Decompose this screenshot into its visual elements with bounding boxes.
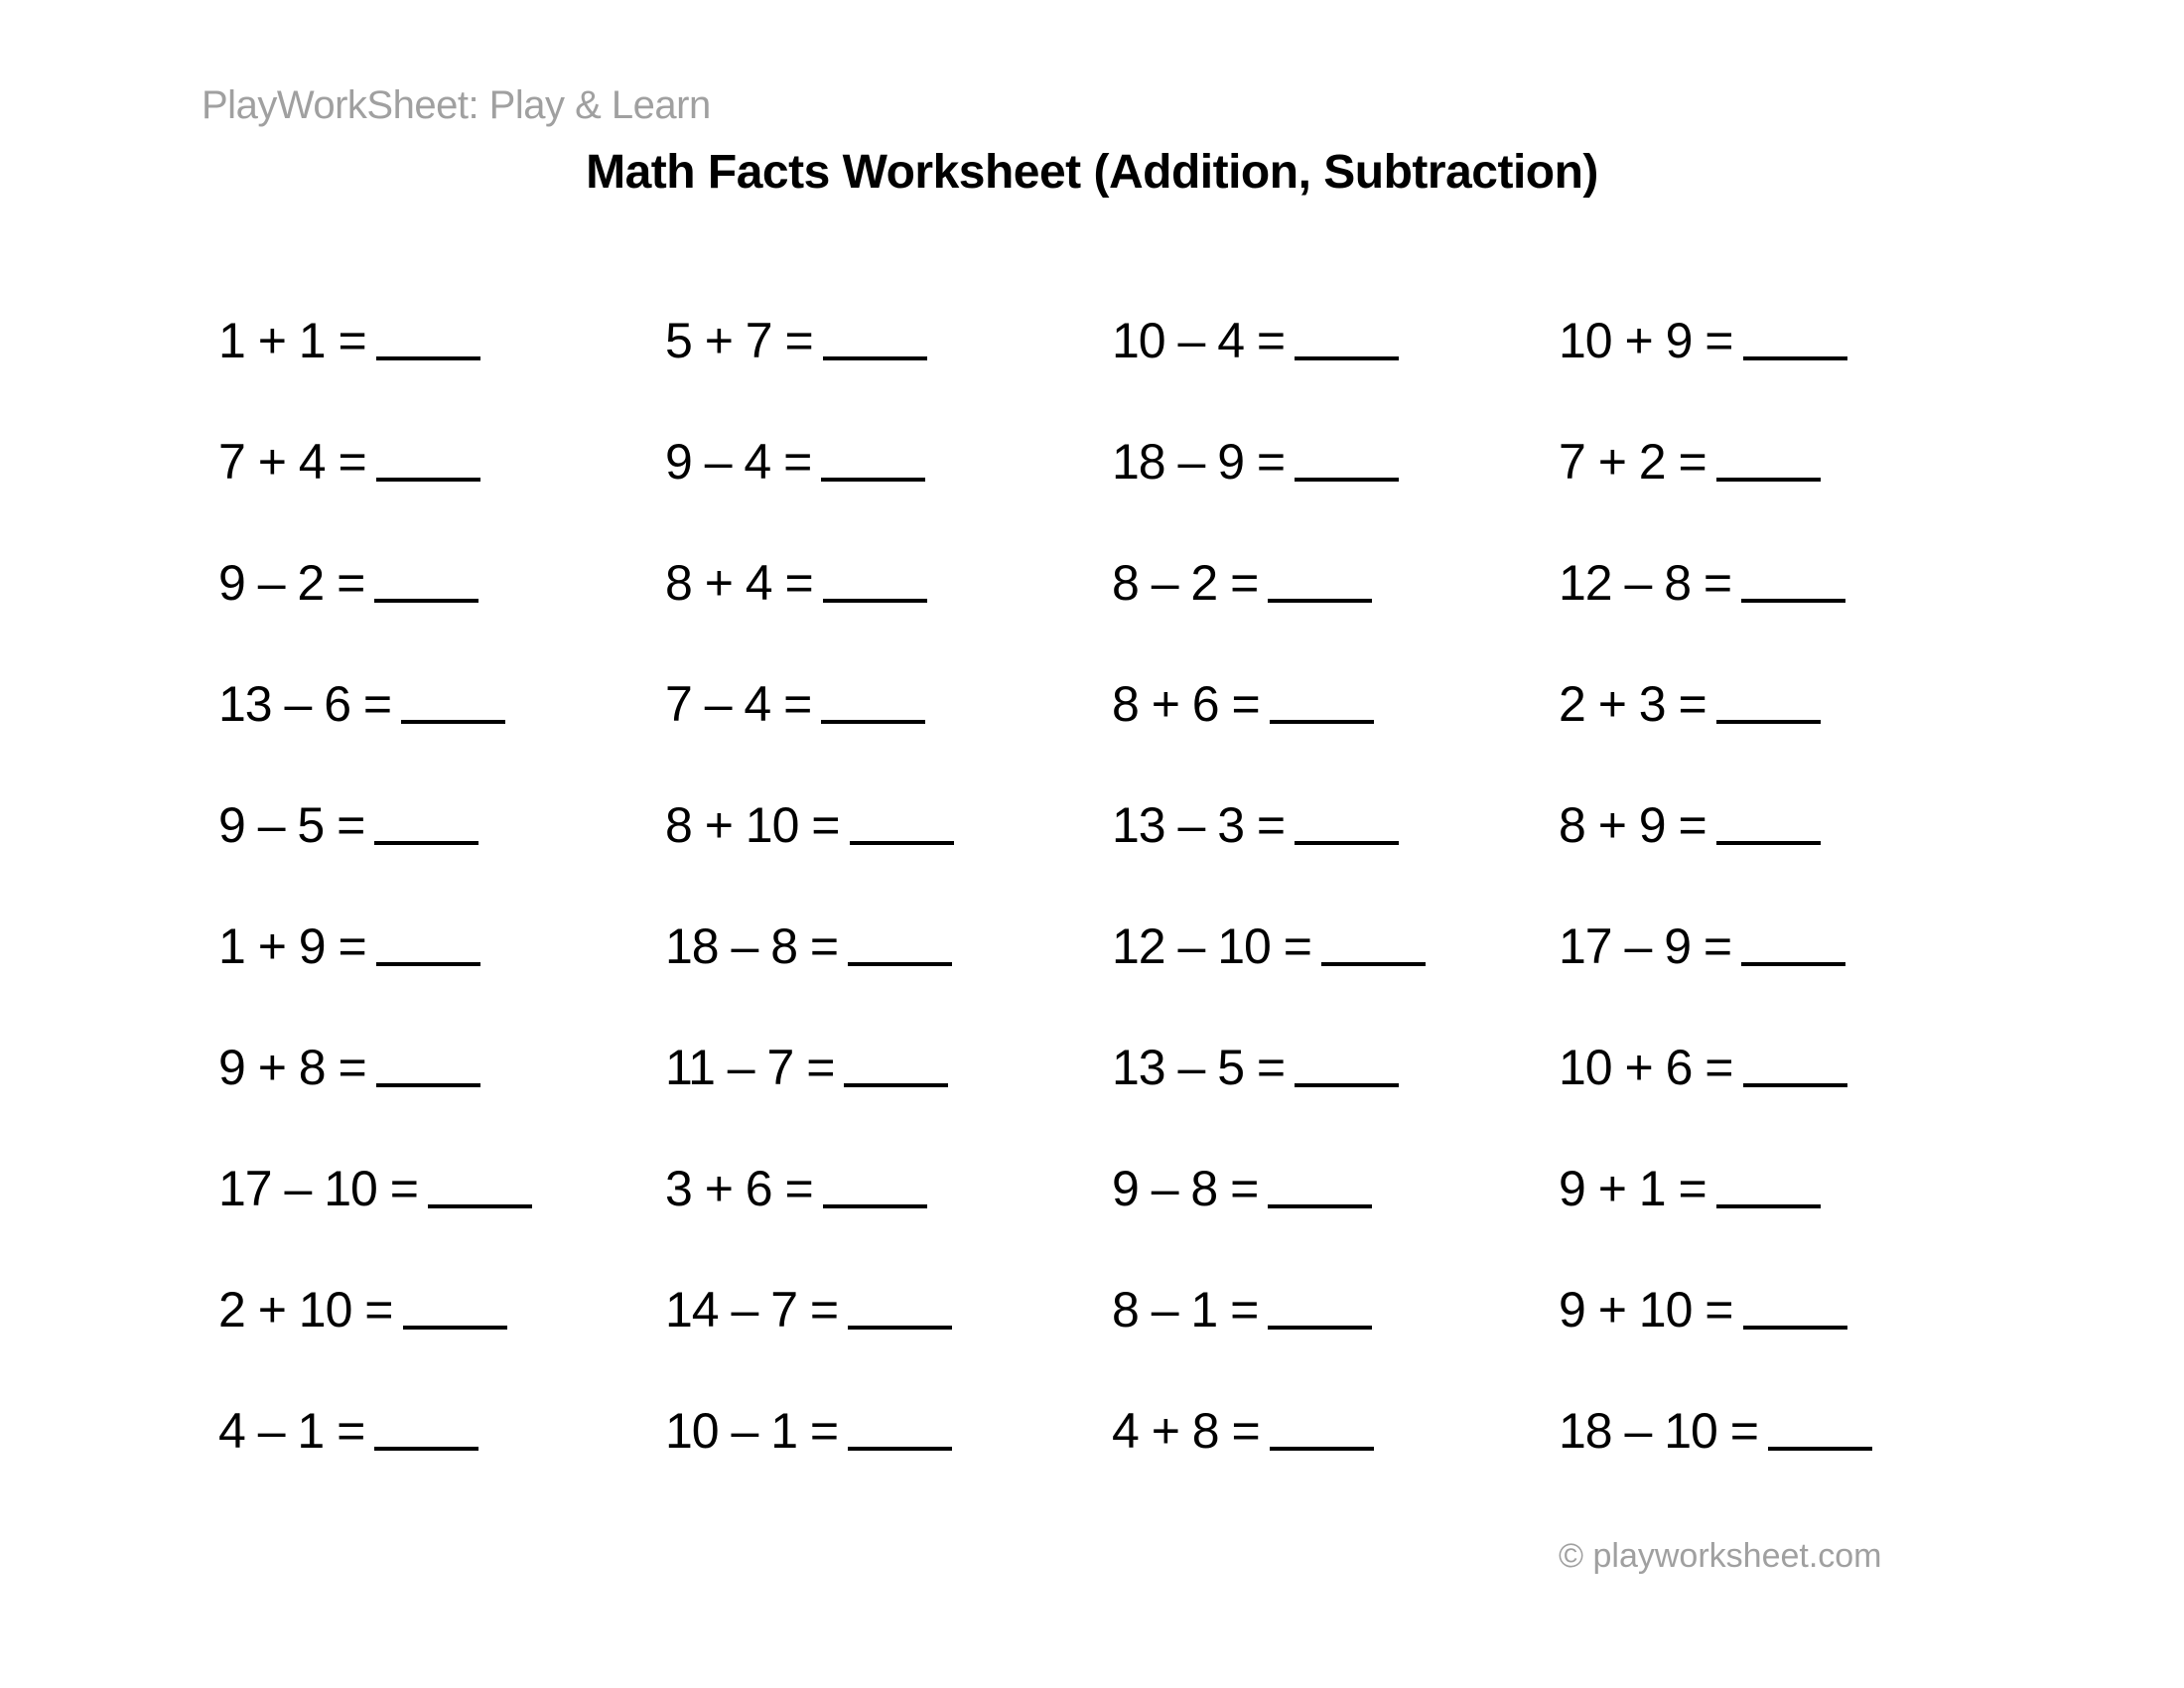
- problem-expression: 18 – 10 =: [1559, 1403, 1758, 1459]
- answer-blank: [1768, 1447, 1872, 1451]
- problem-expression: 9 – 4 =: [665, 434, 812, 490]
- answer-blank: [823, 1204, 927, 1208]
- math-problem: [665, 675, 1112, 733]
- answer-blank: [1295, 356, 1399, 360]
- problem-expression: 10 + 6 =: [1559, 1040, 1733, 1095]
- answer-blank: [376, 1083, 480, 1087]
- math-problem: [218, 1402, 665, 1460]
- math-problem: [1559, 312, 2005, 369]
- math-problem: [1112, 917, 1559, 975]
- answer-blank: [376, 356, 480, 360]
- problem-expression: 10 + 9 =: [1559, 313, 1733, 368]
- problem-expression: 9 + 1 =: [1559, 1161, 1706, 1216]
- answer-blank: [848, 1326, 952, 1330]
- answer-blank: [850, 841, 954, 845]
- answer-blank: [1741, 599, 1845, 603]
- math-problem: [1559, 917, 2005, 975]
- answer-blank: [823, 356, 927, 360]
- answer-blank: [1268, 1326, 1372, 1330]
- problem-expression: 4 + 8 =: [1112, 1403, 1260, 1459]
- answer-blank: [1270, 720, 1374, 724]
- answer-blank: [1295, 478, 1399, 482]
- problem-expression: 11 – 7 =: [665, 1040, 835, 1095]
- answer-blank: [1716, 841, 1821, 845]
- answer-blank: [374, 841, 478, 845]
- answer-blank: [1741, 962, 1845, 966]
- brand-header: PlayWorkSheet: Play & Learn: [202, 83, 711, 127]
- math-problem: [665, 1160, 1112, 1217]
- problem-expression: 12 – 10 =: [1112, 918, 1311, 974]
- problem-expression: 18 – 8 =: [665, 918, 839, 974]
- problem-expression: 8 – 1 =: [1112, 1282, 1259, 1337]
- problem-expression: 9 – 5 =: [218, 797, 365, 853]
- math-problem: [1559, 554, 2005, 612]
- answer-blank: [428, 1204, 532, 1208]
- math-problem: [1112, 554, 1559, 612]
- problem-expression: 18 – 9 =: [1112, 434, 1286, 490]
- problem-expression: 8 – 2 =: [1112, 555, 1259, 611]
- problem-expression: 7 – 4 =: [665, 676, 812, 732]
- problem-expression: 10 – 4 =: [1112, 313, 1286, 368]
- math-problem: [1559, 433, 2005, 491]
- problem-expression: 2 + 10 =: [218, 1282, 393, 1337]
- answer-blank: [1716, 478, 1821, 482]
- math-problem: [1112, 433, 1559, 491]
- answer-blank: [1716, 1204, 1821, 1208]
- math-problem: [218, 554, 665, 612]
- math-problem: [1112, 796, 1559, 854]
- problem-expression: 9 + 10 =: [1559, 1282, 1733, 1337]
- problem-expression: 9 + 8 =: [218, 1040, 366, 1095]
- math-problem: [665, 917, 1112, 975]
- answer-blank: [844, 1083, 948, 1087]
- problem-expression: 7 + 2 =: [1559, 434, 1706, 490]
- answer-blank: [401, 720, 505, 724]
- problem-expression: 12 – 8 =: [1559, 555, 1732, 611]
- problem-expression: 10 – 1 =: [665, 1403, 839, 1459]
- problem-expression: 4 – 1 =: [218, 1403, 365, 1459]
- answer-blank: [1743, 1326, 1847, 1330]
- answer-blank: [1295, 841, 1399, 845]
- copyright-footer: © playworksheet.com: [1559, 1537, 1882, 1575]
- math-problem: [1559, 1160, 2005, 1217]
- answer-blank: [848, 962, 952, 966]
- answer-blank: [1716, 720, 1821, 724]
- problem-expression: 17 – 9 =: [1559, 918, 1732, 974]
- math-problem: [1559, 1039, 2005, 1096]
- answer-blank: [374, 1447, 478, 1451]
- problem-expression: 8 + 10 =: [665, 797, 840, 853]
- math-problem: [1112, 1281, 1559, 1338]
- math-problem: [1559, 796, 2005, 854]
- math-problem: [1112, 675, 1559, 733]
- math-problem: [218, 675, 665, 733]
- problem-expression: 5 + 7 =: [665, 313, 813, 368]
- answer-blank: [1270, 1447, 1374, 1451]
- math-problem: [1559, 1402, 2005, 1460]
- problems-grid: [218, 280, 2005, 1491]
- page-title: Math Facts Worksheet (Addition, Subtraction): [586, 146, 1598, 199]
- problem-expression: 8 + 9 =: [1559, 797, 1706, 853]
- math-problem: [218, 917, 665, 975]
- problem-expression: 2 + 3 =: [1559, 676, 1706, 732]
- answer-blank: [848, 1447, 952, 1451]
- problem-expression: 1 + 9 =: [218, 918, 366, 974]
- answer-blank: [1268, 1204, 1372, 1208]
- math-problem: [1112, 1039, 1559, 1096]
- math-problem: [665, 796, 1112, 854]
- problem-expression: 7 + 4 =: [218, 434, 366, 490]
- math-problem: [218, 1160, 665, 1217]
- math-problem: [218, 1281, 665, 1338]
- math-problem: [218, 312, 665, 369]
- math-problem: [665, 1039, 1112, 1096]
- math-problem: [1559, 1281, 2005, 1338]
- math-problem: [1112, 1402, 1559, 1460]
- answer-blank: [376, 478, 480, 482]
- answer-blank: [1743, 1083, 1847, 1087]
- problem-expression: 3 + 6 =: [665, 1161, 813, 1216]
- answer-blank: [1743, 356, 1847, 360]
- problem-expression: 1 + 1 =: [218, 313, 366, 368]
- math-problem: [1112, 312, 1559, 369]
- problem-expression: 17 – 10 =: [218, 1161, 418, 1216]
- answer-blank: [1268, 599, 1372, 603]
- math-problem: [665, 312, 1112, 369]
- problem-expression: 8 + 4 =: [665, 555, 813, 611]
- answer-blank: [823, 599, 927, 603]
- answer-blank: [1321, 962, 1426, 966]
- math-problem: [218, 1039, 665, 1096]
- answer-blank: [376, 962, 480, 966]
- math-problem: [1112, 1160, 1559, 1217]
- math-problem: [1559, 675, 2005, 733]
- answer-blank: [821, 720, 925, 724]
- problem-expression: 9 – 8 =: [1112, 1161, 1259, 1216]
- answer-blank: [403, 1326, 507, 1330]
- problem-expression: 9 – 2 =: [218, 555, 365, 611]
- math-problem: [218, 433, 665, 491]
- math-problem: [218, 796, 665, 854]
- answer-blank: [1295, 1083, 1399, 1087]
- math-problem: [665, 1281, 1112, 1338]
- problem-expression: 13 – 3 =: [1112, 797, 1286, 853]
- math-problem: [665, 1402, 1112, 1460]
- problem-expression: 13 – 5 =: [1112, 1040, 1286, 1095]
- math-problem: [665, 433, 1112, 491]
- answer-blank: [374, 599, 478, 603]
- problem-expression: 8 + 6 =: [1112, 676, 1260, 732]
- math-problem: [665, 554, 1112, 612]
- problem-expression: 14 – 7 =: [665, 1282, 839, 1337]
- answer-blank: [821, 478, 925, 482]
- problem-expression: 13 – 6 =: [218, 676, 392, 732]
